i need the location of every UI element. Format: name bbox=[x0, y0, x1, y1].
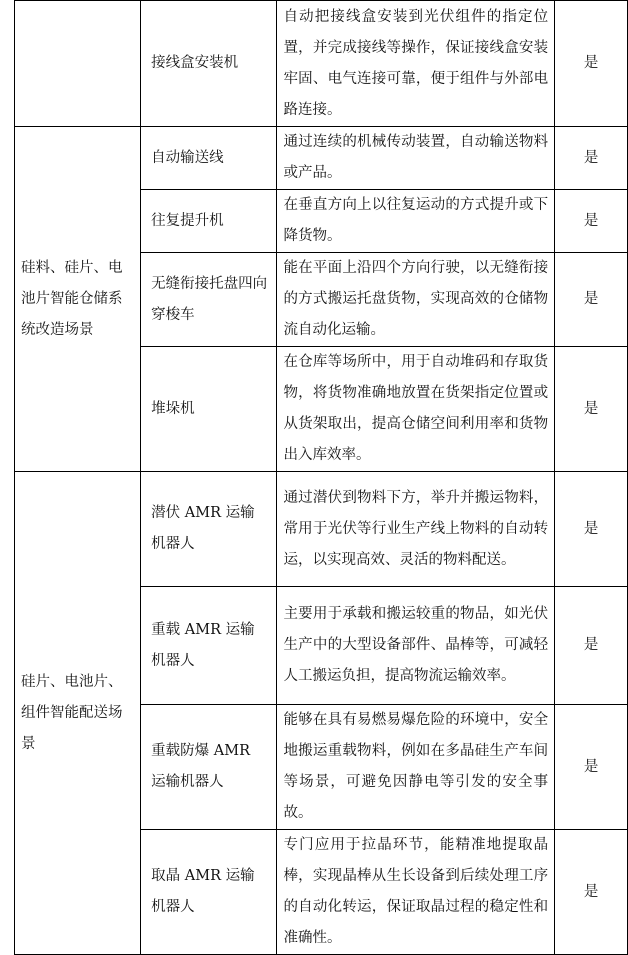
flag-cell: 是 bbox=[555, 253, 628, 347]
description-cell: 通过连续的机械传动装置，自动输送物料或产品。 bbox=[277, 127, 555, 190]
description-cell: 专门应用于拉晶环节，能精准地提取晶棒，实现晶棒从生长设备到后续处理工序的自动化转运，保证取晶过程的稳定性和准确性。 bbox=[277, 830, 555, 955]
description-cell: 自动把接线盒安装到光伏组件的指定位置，并完成接线等操作，保证接线盒安装牢固、电气连接可靠，便于组件与外部电路连接。 bbox=[277, 1, 555, 127]
description-cell: 能在平面上沿四个方向行驶，以无缝衔接的方式搬运托盘货物，实现高效的仓储物流自动化运输。 bbox=[277, 253, 555, 347]
description-cell: 在仓库等场所中，用于自动堆码和存取货物，将货物准确地放置在货架指定位置或从货架取出，提高仓储空间利用率和货物出入库效率。 bbox=[277, 347, 555, 472]
flag-cell: 是 bbox=[555, 705, 628, 830]
description-cell: 在垂直方向上以往复运动的方式提升或下降货物。 bbox=[277, 190, 555, 253]
flag-cell: 是 bbox=[555, 587, 628, 705]
category-cell: 硅片、电池片、组件智能配送场景 bbox=[15, 472, 141, 955]
equipment-table bbox=[14, 0, 628, 955]
equipment-name-cell: 潜伏 AMR 运输机器人 bbox=[141, 472, 277, 587]
category-cell bbox=[15, 1, 141, 127]
flag-cell: 是 bbox=[555, 190, 628, 253]
flag-cell: 是 bbox=[555, 1, 628, 127]
category-cell: 硅料、硅片、电池片智能仓储系统改造场景 bbox=[15, 127, 141, 472]
flag-cell: 是 bbox=[555, 127, 628, 190]
equipment-name-cell: 取晶 AMR 运输机器人 bbox=[141, 830, 277, 955]
equipment-name-cell: 接线盒安装机 bbox=[141, 1, 277, 127]
table-row bbox=[15, 1, 628, 127]
equipment-name-cell: 自动输送线 bbox=[141, 127, 277, 190]
flag-cell: 是 bbox=[555, 347, 628, 472]
flag-cell: 是 bbox=[555, 830, 628, 955]
table-row bbox=[15, 472, 628, 587]
description-cell: 通过潜伏到物料下方，举升并搬运物料，常用于光伏等行业生产线上物料的自动转运，以实现高效、灵活的物料配送。 bbox=[277, 472, 555, 587]
equipment-name-cell: 无缝衔接托盘四向穿梭车 bbox=[141, 253, 277, 347]
equipment-name-cell: 重载 AMR 运输机器人 bbox=[141, 587, 277, 705]
table-row bbox=[15, 127, 628, 190]
equipment-name-cell: 往复提升机 bbox=[141, 190, 277, 253]
equipment-name-cell: 重载防爆 AMR 运输机器人 bbox=[141, 705, 277, 830]
flag-cell: 是 bbox=[555, 472, 628, 587]
description-cell: 能够在具有易燃易爆危险的环境中，安全地搬运重载物料，例如在多晶硅生产车间等场景，可避免因静电等引发的安全事故。 bbox=[277, 705, 555, 830]
description-cell: 主要用于承载和搬运较重的物品，如光伏生产中的大型设备部件、晶棒等，可减轻人工搬运负担，提高物流运输效率。 bbox=[277, 587, 555, 705]
equipment-name-cell: 堆垛机 bbox=[141, 347, 277, 472]
